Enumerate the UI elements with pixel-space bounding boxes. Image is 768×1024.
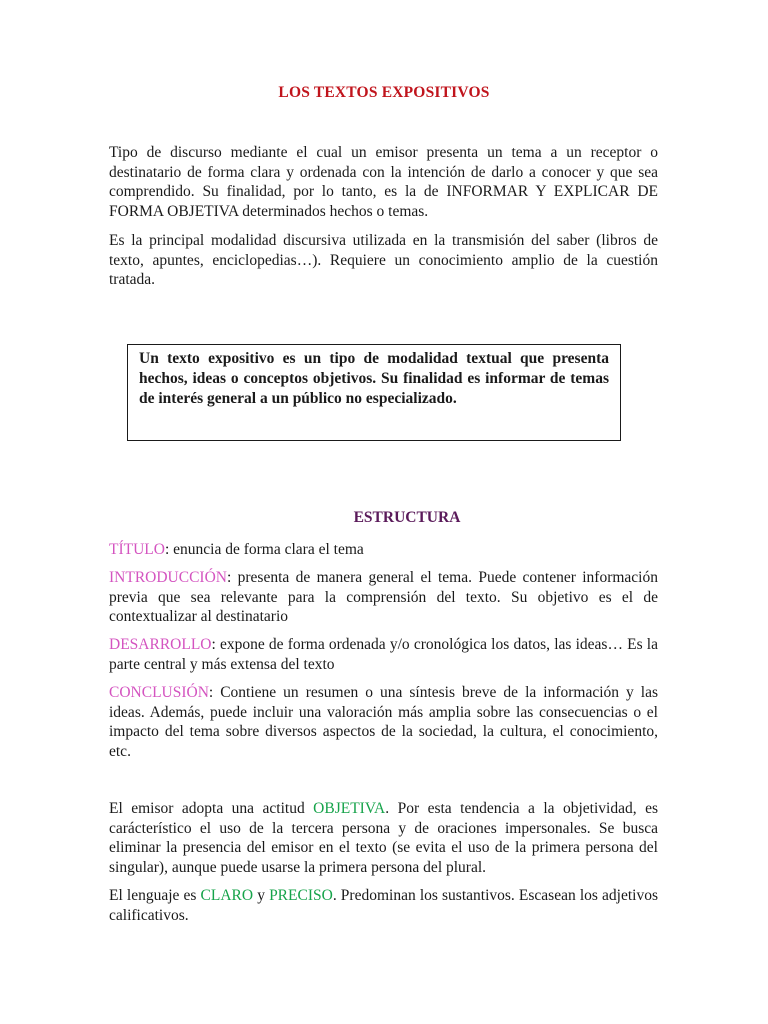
structure-item-introduccion <box>109 568 658 627</box>
closing-text: . Por esta tendencia a la objetividad, es carácterístico el uso de la tercera persona y de oraciones impersonales. Se busca eliminar la presencia del emisor en el texto (se evita el uso de la primera persona del singular), aunque puede usarse la primera persona del plural. <box>109 800 658 876</box>
closing-paragraph-2 <box>109 886 658 925</box>
structure-term: CONCLUSIÓN <box>109 684 209 701</box>
structure-term: INTRODUCCIÓN <box>109 569 227 586</box>
structure-description: : Contiene un resumen o una síntesis breve de la información y las ideas. Además, puede incluir una valoración más amplia sobre las consecuencias o el impacto del tema sobre diversos aspectos de la sociedad, la cultura, el conocimiento, etc. <box>109 684 658 760</box>
keyword-claro: CLARO <box>200 887 254 904</box>
closing-text: El lenguaje es <box>109 887 201 904</box>
section-heading-estructura: ESTRUCTURA <box>353 509 461 526</box>
document-title: LOS TEXTOS EXPOSITIVOS <box>278 84 490 101</box>
structure-term: DESARROLLO <box>109 636 212 653</box>
keyword-objetiva: OBJETIVA <box>313 800 386 817</box>
structure-description: : enuncia de forma clara el tema <box>164 541 364 558</box>
structure-description: : presenta de manera general el tema. Puede contener información previa que sea relevante para la comprensión del texto. Su objetivo es el de contextualizar al destinatario <box>109 569 658 626</box>
definition-text: Un texto expositivo es un tipo de modalidad textual que presenta hechos, ideas o conceptos objetivos. Su finalidad es informar de temas de interés general a un público no especializado. <box>139 350 609 407</box>
intro-paragraph-1: Tipo de discurso mediante el cual un emisor presenta un tema a un receptor o destinatario de forma clara y ordenada con la intención de darlo a conocer y que sea comprendido. Su finalidad, por lo tanto, es la de INFORMAR Y EXPLICAR DE FORMA OBJETIVA determinados hechos o temas. <box>109 144 658 220</box>
closing-paragraph-1 <box>109 799 658 877</box>
structure-term: TÍTULO <box>109 541 165 558</box>
closing-text: y <box>253 887 270 904</box>
keyword-preciso: PRECISO <box>269 887 333 904</box>
closing-text: El emisor adopta una actitud <box>109 800 314 817</box>
structure-item-conclusion <box>109 683 658 761</box>
closing-text: . Predominan los sustantivos. Escasean los adjetivos calificativos. <box>109 887 658 924</box>
intro-paragraph-2: Es la principal modalidad discursiva utilizada en la transmisión del saber (libros de texto, apuntes, enciclopedias…). Requiere un conocimiento amplio de la cuestión tratada. <box>109 232 658 289</box>
definition-box <box>127 344 621 441</box>
structure-item-titulo <box>109 540 658 560</box>
structure-item-desarrollo <box>109 635 658 674</box>
structure-description: : expone de forma ordenada y/o cronológica los datos, las ideas… Es la parte central y más extensa del texto <box>109 636 658 673</box>
